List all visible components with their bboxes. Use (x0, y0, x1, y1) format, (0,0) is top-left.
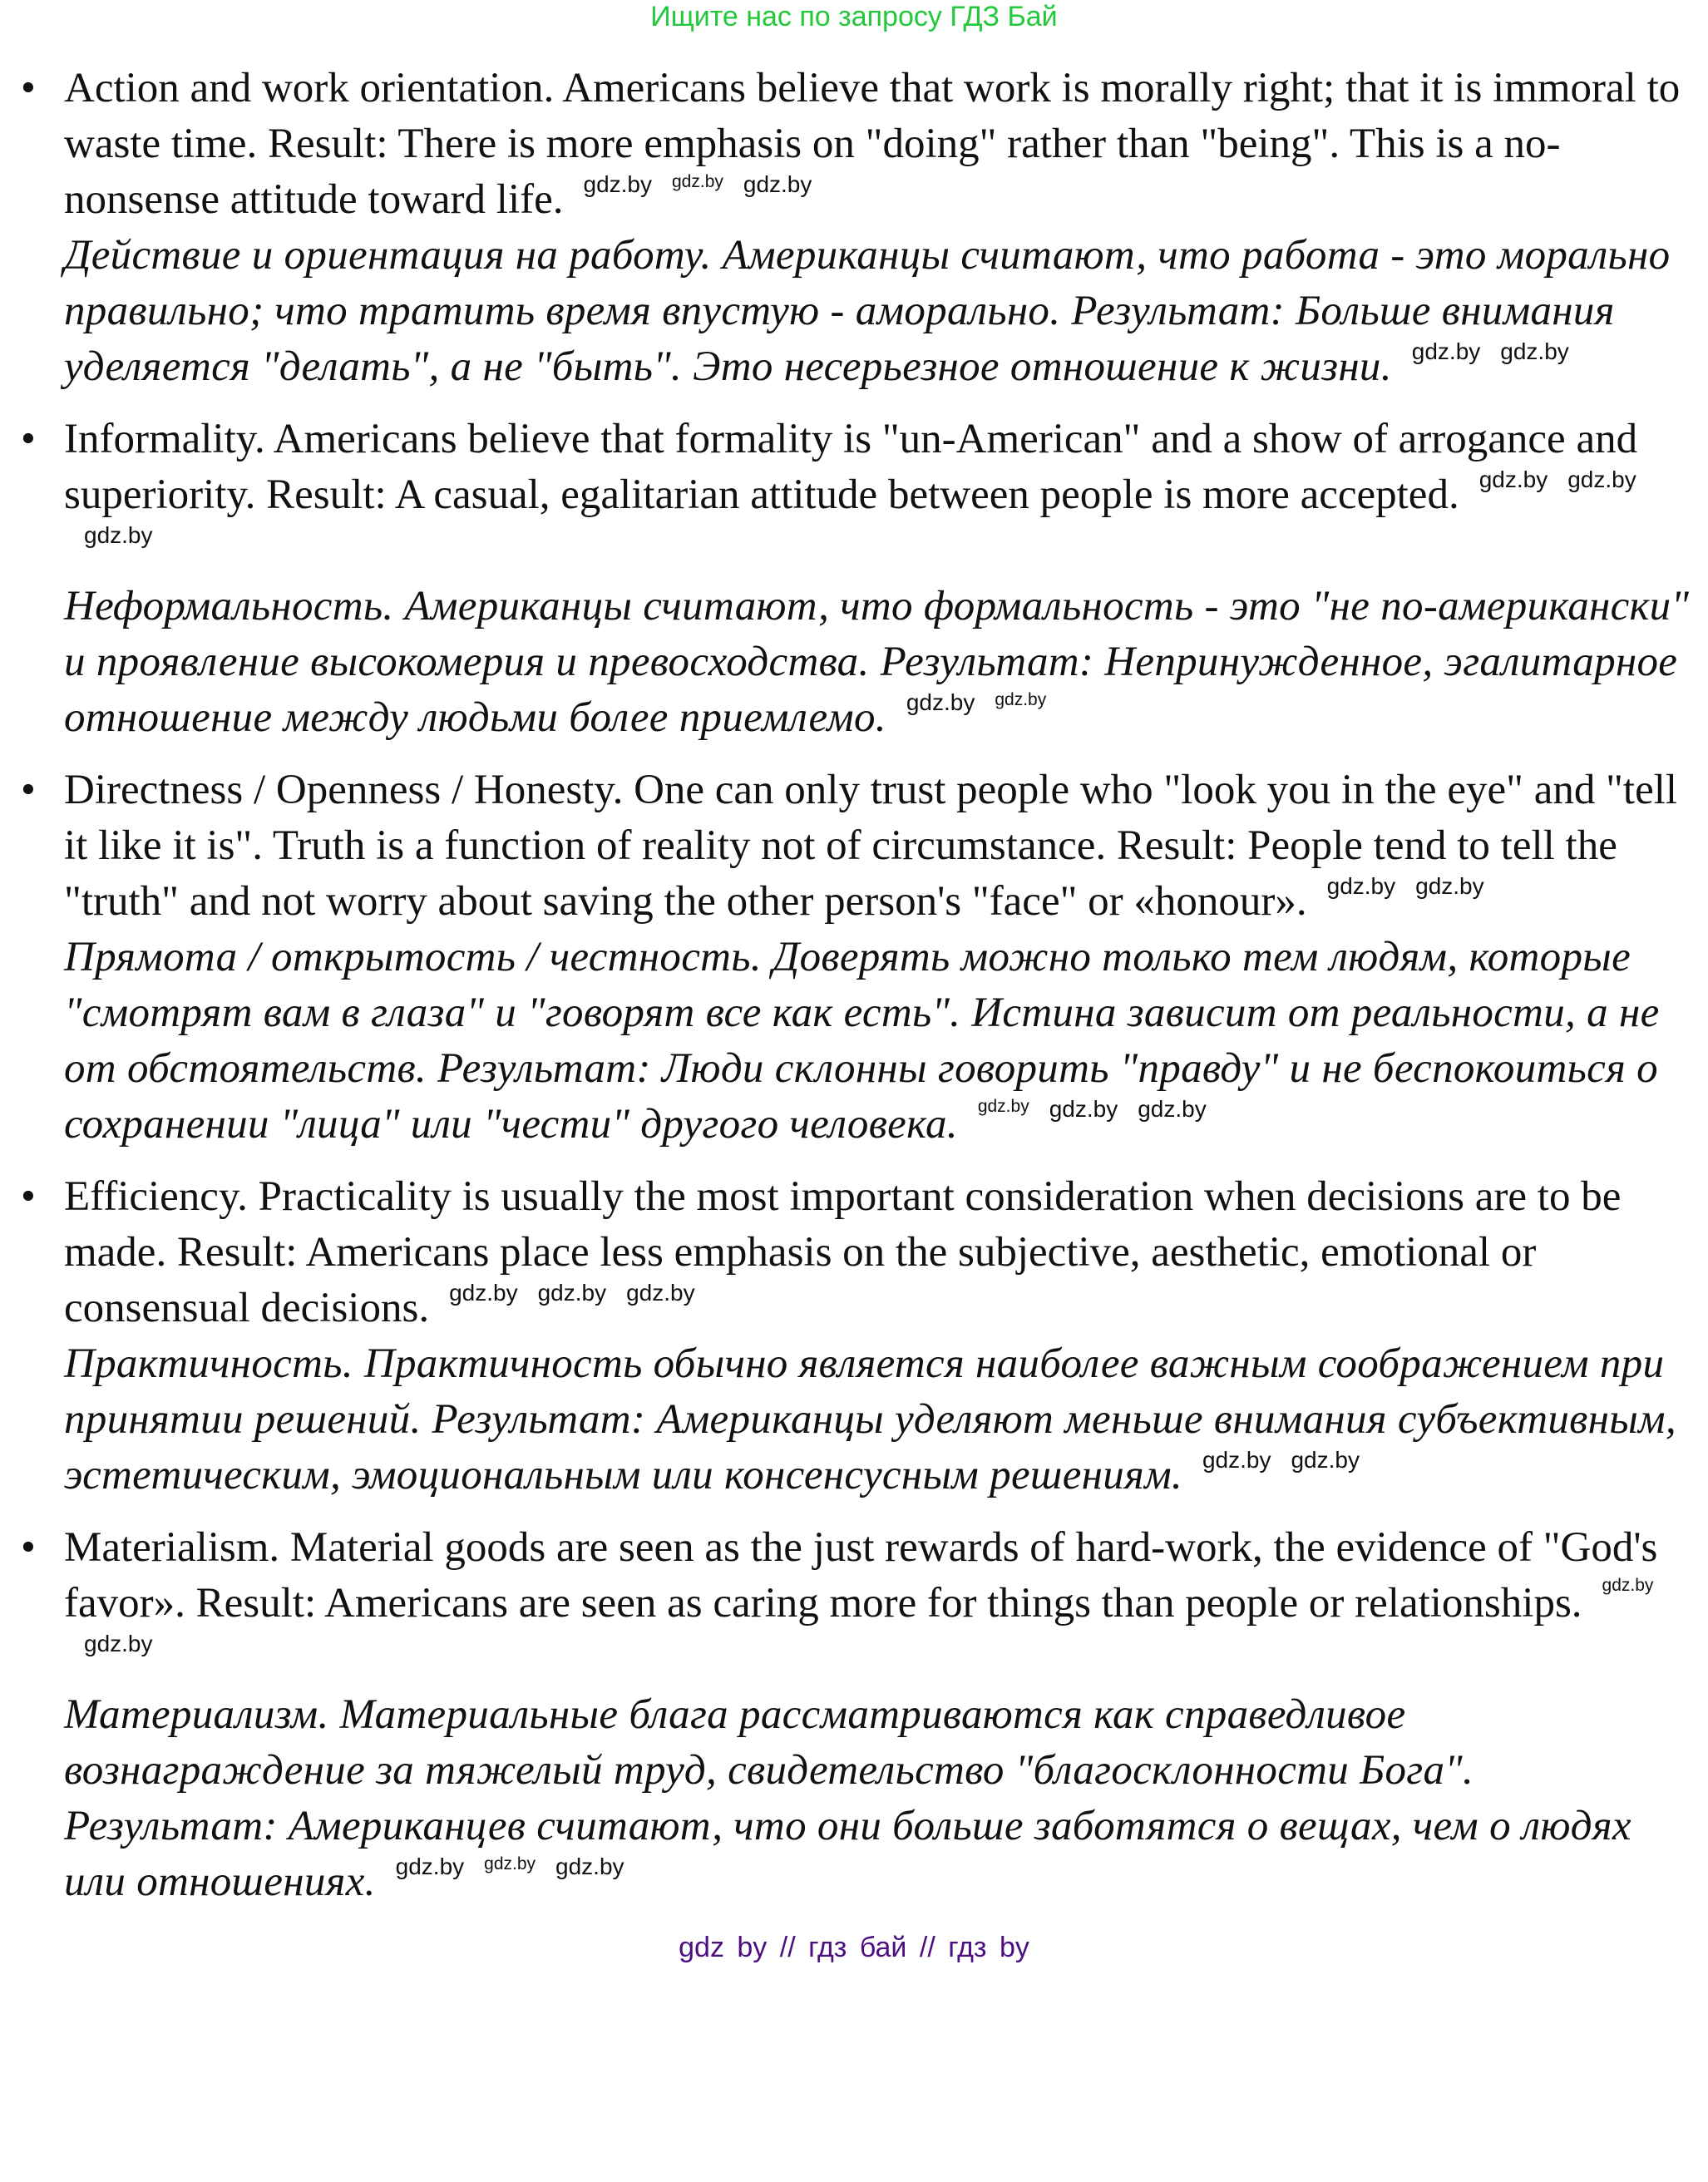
russian-paragraph (64, 1687, 1694, 1910)
english-paragraph (64, 61, 1694, 228)
watermark: gdz.by (395, 1854, 465, 1879)
watermark: gdz.by (449, 1280, 518, 1306)
watermark: gdz.by (555, 1854, 624, 1879)
russian-paragraph (64, 1336, 1694, 1503)
watermark: gdz.by (1202, 1447, 1271, 1473)
list-item (21, 412, 1694, 746)
bullet: • (21, 1173, 36, 1220)
watermark: gdz.by (84, 522, 153, 548)
english-paragraph (64, 763, 1694, 930)
bullet: • (21, 1524, 36, 1571)
watermark: gdz.by (583, 171, 652, 197)
watermark: gdz.by (84, 1631, 153, 1656)
watermark: gdz.by (1411, 338, 1481, 364)
watermark: gdz.by (743, 171, 812, 197)
english-paragraph (64, 1169, 1694, 1336)
english-paragraph (64, 1520, 1694, 1687)
english-text: Action and work orientation. Americans believe that work is morally right; that it is immoral to waste time. Result: There is more emphasis on "doing" rather than "being". This is a no-nonsense attitude toward life. (64, 65, 1681, 223)
watermark: gdz.by (1567, 467, 1636, 492)
watermark: gdz.by (537, 1280, 607, 1306)
watermark: gdz.by (1291, 1447, 1360, 1473)
english-text: Informality. Americans believe that formality is "un-American" and a show of arrogance and superiority. Result: A casual, egalitarian attitude between people is more accepted. (64, 416, 1638, 518)
russian-paragraph (64, 579, 1694, 746)
russian-paragraph (64, 228, 1694, 395)
russian-translation: Материализм. Материальные блага рассматриваются как справедливое вознаграждение за тяжелый труд, свидетельство "благосклонности Бога". Результат: Американцев считают, что они больше заботятся о вещах, чем о людях или отношениях. (64, 1691, 1631, 1905)
russian-translation: Неформальность. Американцы считают, что формальность - это "не по-американски" и проявление высокомерия и превосходства. Результат: Непринужденное, эгалитарное отношение между людьми более приемлемо. (64, 583, 1690, 741)
russian-translation: Практичность. Практичность обычно является наиболее важным соображением при принятии решений. Результат: Американцы уделяют меньше внимания субъективным, эстетическим, эмоциональным или консенсусным решениям. (64, 1340, 1676, 1498)
watermark: gdz.by (626, 1280, 695, 1306)
list-item (21, 1169, 1694, 1503)
watermark: gdz.by (1049, 1096, 1118, 1122)
watermark: gdz.by (977, 1097, 1029, 1116)
bullet: • (21, 65, 36, 111)
watermark: gdz.by (484, 1854, 536, 1873)
bullet: • (21, 416, 36, 462)
watermark: gdz.by (1602, 1576, 1654, 1595)
list-item (21, 61, 1694, 395)
english-text: Materialism. Material goods are seen as the just rewards of hard-work, the evidence of "God's favor». Result: Americans are seen as caring more for things than people or relationships. (64, 1524, 1658, 1627)
list-item (21, 763, 1694, 1153)
english-paragraph (64, 412, 1694, 579)
bullet: • (21, 767, 36, 813)
watermark: gdz.by (1500, 338, 1569, 364)
watermark: gdz.by (906, 689, 975, 715)
values-list (21, 61, 1694, 1910)
english-text: Directness / Openness / Honesty. One can only trust people who "look you in the eye" and "tell it like it is". Truth is a function of reality not of circumstance. Result: People tend to tell the "truth" and not worry about saving the other person's "face" or «honour». (64, 767, 1678, 925)
watermark: gdz.by (995, 690, 1047, 709)
watermark: gdz.by (1138, 1096, 1207, 1122)
russian-translation: Прямота / открытость / честность. Доверять можно только тем людям, которые "смотрят вам в глаза" и "говорят все как есть". Истина зависит от реальности, а не от обстоятельств. Результат: Люди склонны говорить "правду" и не беспокоиться о сохранении "лица" или "чести" другого человека. (64, 934, 1660, 1148)
watermark: gdz.by (672, 172, 723, 191)
english-text: Efficiency. Practicality is usually the most important consideration when decisions are to be made. Result: Americans place less emphasis on the subjective, aesthetic, emotional or consensual decisions. (64, 1173, 1622, 1331)
watermark: gdz.by (1478, 467, 1548, 492)
watermark: gdz.by (1415, 873, 1484, 899)
footer-links: gdz by // гдз бай // гдз by (679, 1932, 1029, 1963)
russian-translation: Действие и ориентация на работу. Американцы считают, что работа - это морально правильно; что тратить время впустую - аморально. Результат: Больше внимания уделяется "делать", а не "быть". Это несерьезное отношение к жизни. (64, 232, 1671, 390)
list-item (21, 1520, 1694, 1910)
watermark: gdz.by (1326, 873, 1396, 899)
site-search-banner: Ищите нас по запросу ГДЗ Бай (650, 1, 1058, 32)
russian-paragraph (64, 930, 1694, 1153)
